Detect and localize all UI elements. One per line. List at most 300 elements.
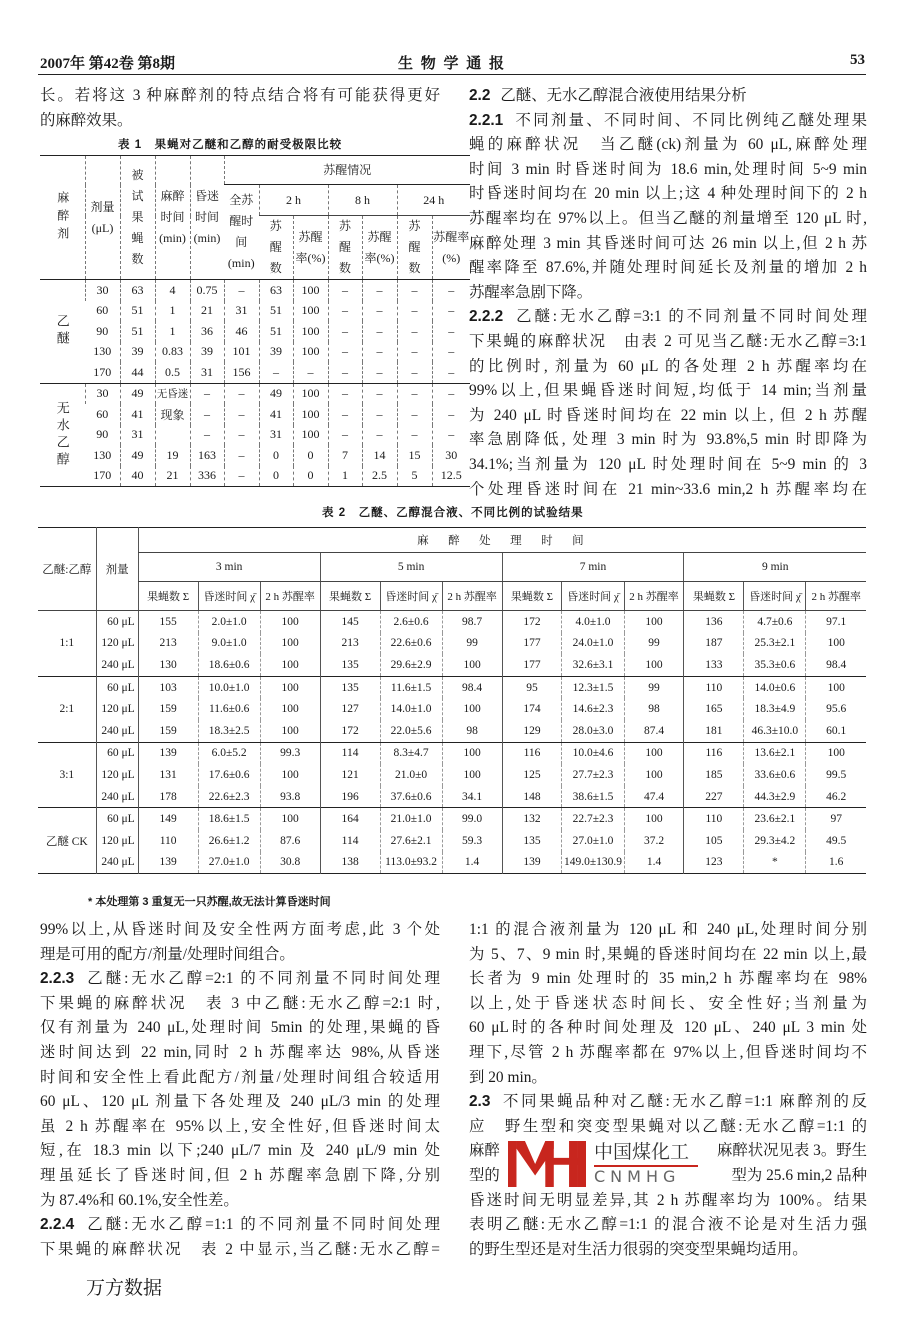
dose-cell: 60 μL xyxy=(96,611,138,633)
table-cell: 0.5 xyxy=(155,362,190,383)
table-cell: 177 xyxy=(502,654,562,676)
table-cell: 100 xyxy=(260,720,320,742)
text-line xyxy=(469,453,867,478)
table-cell: 6.0±5.2 xyxy=(198,742,260,764)
dose-cell: 60 μL xyxy=(96,742,138,764)
table-cell: 135 xyxy=(502,830,562,852)
line-text: 到 20 min。 xyxy=(469,1068,547,1086)
table-cell: 100 xyxy=(293,383,328,404)
header-sub: 2 h 苏醒率 xyxy=(442,582,502,611)
table-cell: – xyxy=(293,362,328,383)
line-text: 蝇的麻醉状况 当乙醚(ck)剂量为 60 μL,麻醉处理 xyxy=(469,136,867,154)
table-cell: 35.3±0.6 xyxy=(744,654,806,676)
table-cell: 60 xyxy=(96,303,109,318)
text-line xyxy=(469,84,867,109)
table-row xyxy=(38,720,866,742)
text-line xyxy=(469,232,867,257)
table-cell: 1.4 xyxy=(624,852,684,874)
table-cell: 24.0±1.0 xyxy=(562,633,624,655)
header-h24: 24 h xyxy=(397,185,470,216)
table-cell: 14.0±1.0 xyxy=(380,698,442,720)
table-header-row xyxy=(38,528,866,553)
table-cell: – xyxy=(432,383,470,404)
table-cell: 现象 xyxy=(155,404,190,425)
line-text: 乙醚:无水乙醇=3:1 的不同剂量不同时间处理 xyxy=(513,308,867,326)
table-cell: 98.4 xyxy=(442,676,502,698)
table-cell: 1.6 xyxy=(806,852,866,874)
table-cell: 125 xyxy=(502,764,562,786)
table-cell: 100 xyxy=(293,404,328,425)
table-cell: 60.1 xyxy=(806,720,866,742)
table-row xyxy=(40,301,470,322)
table-cell: 9.0±1.0 xyxy=(198,633,260,655)
header-recovery: 苏醒情况 xyxy=(224,156,470,185)
table-cell: 30 xyxy=(85,280,120,301)
table-cell: 51 xyxy=(259,301,293,322)
table-cell: 100 xyxy=(260,698,320,720)
dose-cell: 120 μL xyxy=(96,633,138,655)
line-text: 99%以上,从昏迷时间及安全性两方面考虑,此 3 个处 xyxy=(40,921,440,938)
right-column-text xyxy=(469,84,867,502)
text-line xyxy=(469,1090,867,1115)
text-line xyxy=(40,1115,440,1140)
text-line xyxy=(469,918,867,943)
table-cell: 100 xyxy=(293,301,328,322)
line-text: 的野生型还是对生活力很弱的突变型果蝇均适用。 xyxy=(469,1240,808,1258)
header-sub: 果蝇数 Σ xyxy=(320,582,380,611)
table-cell: – xyxy=(362,342,397,363)
table-cell: 132 xyxy=(502,808,562,830)
line-text: 不同剂量、不同时间、不同比例纯乙醚处理果 xyxy=(513,111,867,129)
journal-issue: 2007年 第42卷 第8期 xyxy=(40,56,176,72)
text-line xyxy=(469,355,867,380)
line-text: 的比例时, 剂量为 60 μL 的各处理 2 h 苏醒率均在 xyxy=(469,357,867,375)
table-cell: 165 xyxy=(684,698,744,720)
ratio-label: 1:1 xyxy=(38,611,96,677)
table-cell: – xyxy=(397,425,432,446)
table-cell: 100 xyxy=(442,742,502,764)
watermark xyxy=(508,1141,700,1187)
table-cell: 90 xyxy=(96,323,109,338)
table-cell: 14 xyxy=(362,445,397,466)
table-cell: 15 xyxy=(397,445,432,466)
table-cell: 139 xyxy=(502,852,562,874)
table-cell: – xyxy=(432,321,470,342)
text-line xyxy=(40,967,440,992)
table-cell: 33.6±0.6 xyxy=(744,764,806,786)
table-cell: – xyxy=(328,342,362,363)
table-cell: 149 xyxy=(138,808,198,830)
header-count: 苏醒数 xyxy=(269,219,282,275)
line-text: 乙醚:无水乙醇=2:1 的不同剂量不同时间处理 xyxy=(84,970,440,988)
table-header-row xyxy=(38,582,866,611)
table2-footnote: * 本处理第 3 重复无一只苏醒,故无法计算昏迷时间 xyxy=(88,896,331,908)
table-cell: 98.4 xyxy=(806,654,866,676)
header-time: 3 min xyxy=(138,553,320,582)
table-cell: – xyxy=(224,383,259,404)
dose-cell: 120 μL xyxy=(96,764,138,786)
header-rule xyxy=(38,74,866,75)
line-text: 长者为 9 min 处理时的 35 min,2 h 苏醒率均在 98% xyxy=(469,970,867,988)
table-row xyxy=(38,742,866,764)
table-cell: – xyxy=(328,383,362,404)
table-cell: 28.0±3.0 xyxy=(562,720,624,742)
text-line xyxy=(40,992,440,1017)
table-cell: – xyxy=(432,404,470,425)
table-cell: 11.6±0.6 xyxy=(198,698,260,720)
table-cell: 47.4 xyxy=(624,786,684,808)
table-cell: 40 xyxy=(120,466,155,487)
table-row xyxy=(38,852,866,874)
table-cell: – xyxy=(224,280,259,301)
table-cell: – xyxy=(328,362,362,383)
dose-cell: 240 μL xyxy=(96,720,138,742)
table-row xyxy=(38,786,866,808)
table-row xyxy=(38,808,866,830)
page-number: 53 xyxy=(850,52,865,68)
header-coma-time: 昏迷时间(min) xyxy=(190,156,224,280)
line-text: 下果蝇的麻醉状况 表 2 中显示,当乙醚:无水乙醇= xyxy=(40,1240,440,1258)
table-cell: – xyxy=(224,425,259,446)
table-cell: 131 xyxy=(138,764,198,786)
text-line xyxy=(469,478,867,503)
table-cell: 178 xyxy=(138,786,198,808)
header-dose: 剂量 xyxy=(96,528,138,611)
table-cell: 49 xyxy=(120,445,155,466)
table-cell: 17.6±0.6 xyxy=(198,764,260,786)
line-text: 理下,尽管 2 h 苏醒率都在 97%以上,但昏迷时间均不 xyxy=(469,1043,867,1061)
table-cell: – xyxy=(328,425,362,446)
table-row xyxy=(40,466,470,487)
table-cell: 无昏迷 xyxy=(155,383,190,404)
header-count: 苏醒数 xyxy=(397,216,432,280)
table-cell: 145 xyxy=(320,611,380,633)
table-cell: 97.1 xyxy=(806,611,866,633)
table-cell: 187 xyxy=(684,633,744,655)
table-cell: 32.6±3.1 xyxy=(562,654,624,676)
table-cell: 18.6±0.6 xyxy=(198,654,260,676)
table-cell: 213 xyxy=(138,633,198,655)
table-row xyxy=(38,633,866,655)
line-text: 长。若将这 3 种麻醉剂的特点结合将有可能获得更好 xyxy=(40,87,440,104)
line-text: 不同果蝇品种对乙醚:无水乙醇=1:1 麻醉剂的反 xyxy=(500,1093,867,1111)
text-line xyxy=(469,1016,867,1041)
text-line xyxy=(469,967,867,992)
line-text: 迷时间达到 22 min,同时 2 h 苏醒率达 98%,从昏迷 xyxy=(40,1043,440,1061)
line-text: 虽 2 h 苏醒率在 95%以上,安全性好,但昏迷时间太 xyxy=(40,1117,440,1135)
table-cell: 139 xyxy=(138,742,198,764)
table-header-row xyxy=(38,553,866,582)
line-text: 乙醚:无水乙醇=1:1 的不同剂量不同时间处理 xyxy=(84,1216,440,1234)
table-row xyxy=(38,698,866,720)
header-rate: 苏醒率(%) xyxy=(362,216,397,280)
table-cell: 135 xyxy=(320,654,380,676)
table-cell: 93.8 xyxy=(260,786,320,808)
table-cell: 110 xyxy=(684,676,744,698)
table-cell: 181 xyxy=(684,720,744,742)
table-cell: 123 xyxy=(684,852,744,874)
line-text: 表明乙醚:无水乙醇=1:1 的混合液不论是对生活力强 xyxy=(469,1216,867,1234)
table-cell: 113.0±93.2 xyxy=(380,852,442,874)
header-time: 7 min xyxy=(502,553,684,582)
text-line xyxy=(40,1238,440,1263)
table-cell: 110 xyxy=(138,830,198,852)
text-line xyxy=(40,943,440,968)
table-cell: 63 xyxy=(120,280,155,301)
section-number: 2.2.4 xyxy=(40,1216,75,1234)
table-cell: 100 xyxy=(624,764,684,786)
text-line xyxy=(469,109,867,134)
line-text: 苏醒率均在 97%以上。但当乙醚的剂量增至 120 μL 时, xyxy=(469,209,867,227)
table-cell: – xyxy=(362,321,397,342)
table-cell: 100 xyxy=(293,280,328,301)
line-text: 昏迷时间无明显差异,其 2 h 苏醒率均为 100%。结果 xyxy=(469,1191,867,1209)
table-cell: 98 xyxy=(624,698,684,720)
table-cell: 95.6 xyxy=(806,698,866,720)
table-cell: – xyxy=(397,280,432,301)
table-cell: 39 xyxy=(190,342,224,363)
line-text: 60 μL、120 μL 剂量下各处理及 240 μL/3 min 的处理 xyxy=(40,1093,440,1111)
table-cell: 196 xyxy=(320,786,380,808)
text-line xyxy=(469,379,867,404)
table-cell: 116 xyxy=(502,742,562,764)
table-cell: 99.0 xyxy=(442,808,502,830)
table-cell: 22.7±2.3 xyxy=(562,808,624,830)
table-row xyxy=(40,362,470,383)
line-text: 以上,处于昏迷状态时间长、安全性好;当剂量为 xyxy=(469,994,867,1012)
ratio-label: 乙醚 CK xyxy=(38,808,96,874)
table1 xyxy=(40,155,470,487)
table-cell: 100 xyxy=(442,654,502,676)
header-sub: 果蝇数 Σ xyxy=(138,582,198,611)
right-column-bottom-text xyxy=(469,918,867,1262)
table-row xyxy=(40,383,470,404)
section-number: 2.2 xyxy=(469,87,491,104)
dose-cell: 240 μL xyxy=(96,654,138,676)
header-sub: 昏迷时间 χ̄ xyxy=(744,582,806,611)
table-cell: 30 xyxy=(432,445,470,466)
table-cell: 98 xyxy=(442,720,502,742)
table-cell: 172 xyxy=(502,611,562,633)
table-cell: 25.3±2.1 xyxy=(744,633,806,655)
section-number: 2.2.3 xyxy=(40,970,75,988)
text-line xyxy=(40,1189,440,1214)
table-cell: 100 xyxy=(624,742,684,764)
table-cell: 156 xyxy=(224,362,259,383)
line-text: 应 野生型和突变型果蝇对以乙醚:无水乙醇=1:1 的 xyxy=(469,1117,867,1135)
line-text: 型的 xyxy=(469,1166,500,1184)
header-sub: 2 h 苏醒率 xyxy=(806,582,866,611)
left-column-bottom-text xyxy=(40,918,440,1262)
table-cell: 100 xyxy=(260,611,320,633)
table-cell: 41 xyxy=(259,404,293,425)
table-cell: – xyxy=(190,383,224,404)
table-cell: 100 xyxy=(806,742,866,764)
journal-title: 生 物 学 通 报 xyxy=(398,56,507,72)
table-cell: 135 xyxy=(320,676,380,698)
line-text: 醒率降至 87.6%,并随处理时间延长及剂量的增加 2 h xyxy=(469,259,867,277)
table-cell: 105 xyxy=(684,830,744,852)
text-line xyxy=(469,1115,867,1140)
table-row xyxy=(38,611,866,633)
table-cell: 100 xyxy=(442,698,502,720)
table-cell: 159 xyxy=(138,698,198,720)
table-row xyxy=(38,654,866,676)
table-cell: 100 xyxy=(260,633,320,655)
table-cell: 100 xyxy=(624,654,684,676)
line-text: 60 μL时的各种时间处理及 120 μL、240 μL 3 min 处 xyxy=(469,1019,867,1037)
table-cell: 148 xyxy=(502,786,562,808)
table-cell: – xyxy=(432,362,470,383)
table-cell: – xyxy=(397,342,432,363)
table-cell: 30 xyxy=(85,383,120,404)
table-cell: 1 xyxy=(155,301,190,322)
watermark-cn-text: 中国煤化工 xyxy=(594,1141,690,1163)
ratio-label: 2:1 xyxy=(38,676,96,742)
table-cell: 12.5 xyxy=(432,466,470,487)
table-cell: 31 xyxy=(259,425,293,446)
table-cell: 114 xyxy=(320,830,380,852)
table-cell: 39 xyxy=(120,342,155,363)
line-text: 时昏迷时间均在 20 min 以上;这 4 种处理时间下的 2 h xyxy=(469,185,867,203)
table-cell: 21.0±1.0 xyxy=(380,808,442,830)
header-sub: 昏迷时间 χ̄ xyxy=(198,582,260,611)
line-text: 的麻醉效果。 xyxy=(40,111,133,129)
line-text: 1:1 的混合液剂量为 120 μL 和 240 μL,处理时间分别 xyxy=(469,921,867,938)
table-cell: 90 xyxy=(96,427,109,442)
table-row xyxy=(38,676,866,698)
table-cell: 51 xyxy=(120,301,155,322)
text-line xyxy=(40,1041,440,1066)
table-cell: 100 xyxy=(293,342,328,363)
header-h8: 8 h xyxy=(328,185,397,216)
table-cell: 29.6±2.9 xyxy=(380,654,442,676)
table-cell: 21.0±0 xyxy=(380,764,442,786)
line-text: 理是可用的配方/剂量/处理时间组合。 xyxy=(40,945,295,963)
line-text: 为 240 μL 时昏迷时间均在 22 min 以上, 但 2 h 苏醒 xyxy=(469,406,867,424)
table-cell: – xyxy=(362,404,397,425)
table-cell: 39 xyxy=(259,342,293,363)
header-sub: 昏迷时间 χ̄ xyxy=(380,582,442,611)
table-cell: 213 xyxy=(320,633,380,655)
text-line xyxy=(469,1238,867,1263)
table-cell: 46.2 xyxy=(806,786,866,808)
table-cell: – xyxy=(397,362,432,383)
table-cell: 100 xyxy=(293,425,328,446)
section-number: 2.2.2 xyxy=(469,308,504,326)
line-text: 理虽延长了昏迷时间,但 2 h 苏醒率急剧下降,分别 xyxy=(40,1166,440,1184)
footer-source: 万方数据 xyxy=(86,1277,163,1299)
header-agent: 麻醉剂 xyxy=(55,190,70,245)
table-cell: 27.0±1.0 xyxy=(562,830,624,852)
left-column-intro xyxy=(40,84,440,133)
dose-cell: 240 μL xyxy=(96,786,138,808)
header-h2: 2 h xyxy=(259,185,328,216)
line-text: 下果蝇的麻醉状况 由表 2 可见当乙醚:无水乙醇=3:1 xyxy=(469,332,867,350)
table-cell: 99 xyxy=(624,676,684,698)
text-line xyxy=(469,1041,867,1066)
table-cell: 100 xyxy=(260,676,320,698)
table-cell: 18.3±2.5 xyxy=(198,720,260,742)
agent-name: 无水乙醇 xyxy=(40,383,85,487)
table-cell: 27.7±2.3 xyxy=(562,764,624,786)
line-text: 99%以上,但果蝇昏迷时间短,均低于 14 min;当剂量 xyxy=(469,382,867,400)
table-cell: 12.3±1.5 xyxy=(562,676,624,698)
table-cell: 99 xyxy=(442,633,502,655)
table-cell: 99.5 xyxy=(806,764,866,786)
line-text: 型为 25.6 min,2 品种 xyxy=(731,1166,867,1184)
table-cell: 227 xyxy=(684,786,744,808)
table-cell: 121 xyxy=(320,764,380,786)
table-cell: 11.6±1.5 xyxy=(380,676,442,698)
table-cell: 1 xyxy=(155,321,190,342)
dose-cell: 120 μL xyxy=(96,698,138,720)
table-cell: 101 xyxy=(224,342,259,363)
table-cell: 100 xyxy=(260,654,320,676)
line-text: 时间和安全性上看此配方/剂量/处理时间组合较适用 xyxy=(40,1068,440,1086)
table-cell: 87.6 xyxy=(260,830,320,852)
table-cell: – xyxy=(224,404,259,425)
section-number: 2.2.1 xyxy=(469,111,504,129)
text-line xyxy=(469,133,867,158)
table-cell: 95 xyxy=(502,676,562,698)
table-cell: 336 xyxy=(190,466,224,487)
line-text: 率急剧降低, 处理 3 min 时为 93.8%,5 min 时即降为 xyxy=(469,431,867,449)
table-row xyxy=(40,445,470,466)
table-cell: – xyxy=(190,425,224,446)
table-cell: 59.3 xyxy=(442,830,502,852)
table-cell: 34.1 xyxy=(442,786,502,808)
header-count: 苏醒数 xyxy=(328,216,362,280)
header-sub: 果蝇数 Σ xyxy=(502,582,562,611)
text-line xyxy=(40,1164,440,1189)
table-cell: 44 xyxy=(120,362,155,383)
table-cell: 0 xyxy=(293,466,328,487)
header-time: 9 min xyxy=(684,553,866,582)
table-cell: 138 xyxy=(320,852,380,874)
table-cell: 100 xyxy=(624,611,684,633)
text-line xyxy=(40,1213,440,1238)
table-cell: 133 xyxy=(684,654,744,676)
text-line xyxy=(40,84,440,109)
table-row xyxy=(38,830,866,852)
text-line xyxy=(40,1090,440,1115)
table-cell: – xyxy=(432,280,470,301)
table-cell: 100 xyxy=(293,321,328,342)
table-cell: 10.0±4.6 xyxy=(562,742,624,764)
table-cell: 87.4 xyxy=(624,720,684,742)
table-cell: 22.6±0.6 xyxy=(380,633,442,655)
table-cell: 0 xyxy=(259,466,293,487)
table1-title: 表 1 果蝇对乙醚和乙醇的耐受极限比较 xyxy=(118,139,343,151)
table-cell xyxy=(155,425,190,446)
table-cell: 163 xyxy=(190,445,224,466)
line-text: 34.1%;当剂量为 120 μL 时处理时间在 5~9 min 的 3 xyxy=(469,455,867,473)
table-row xyxy=(40,425,470,446)
table-cell: – xyxy=(190,404,224,425)
text-line xyxy=(469,1213,867,1238)
table-cell: 4.0±1.0 xyxy=(562,611,624,633)
table-cell: 100 xyxy=(260,808,320,830)
header-sub: 2 h 苏醒率 xyxy=(260,582,320,611)
table-cell: 7 xyxy=(328,445,362,466)
line-text: 麻醉处理 3 min 其昏迷时间可达 26 min 以上,但 2 h 苏 xyxy=(469,234,867,252)
table-cell: 0 xyxy=(293,445,328,466)
table-cell: 0.83 xyxy=(155,342,190,363)
table-cell: 36 xyxy=(190,321,224,342)
table-cell: 130 xyxy=(138,654,198,676)
text-line xyxy=(469,943,867,968)
